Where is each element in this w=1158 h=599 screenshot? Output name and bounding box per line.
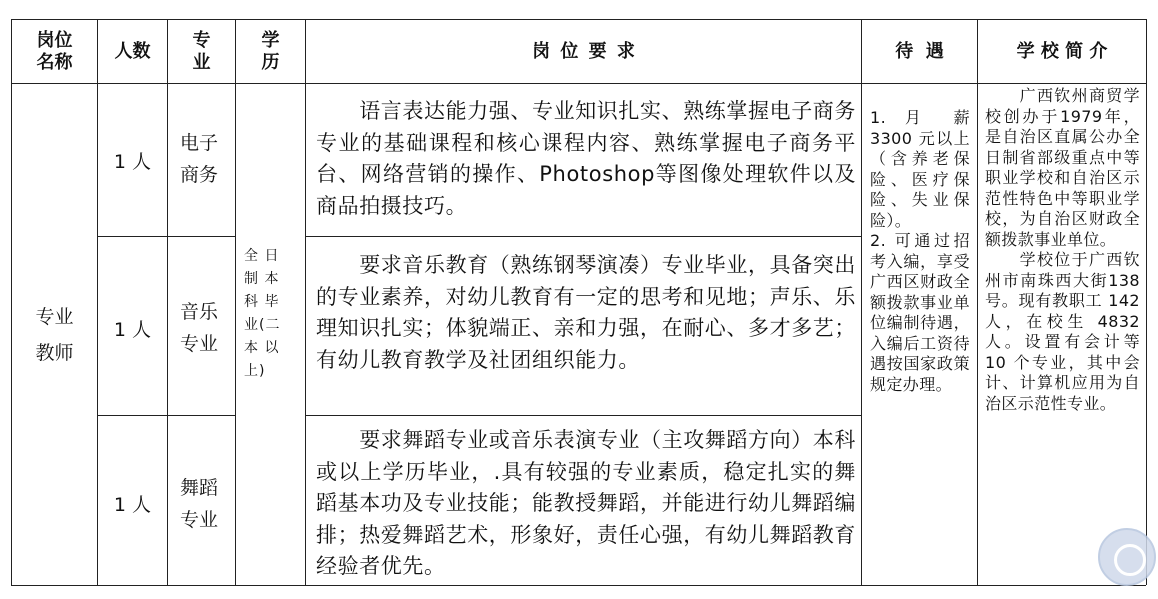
header-benefits: 待 遇 <box>895 40 944 62</box>
row-divider-2a <box>97 415 235 416</box>
col-line-5 <box>861 19 862 585</box>
header-divider <box>11 83 1146 84</box>
row-divider-1a <box>97 236 235 237</box>
row-2-major: 音乐 专业 <box>180 301 219 355</box>
position-cell <box>12 84 97 585</box>
row-2-count: 1 人 <box>113 319 152 341</box>
row-1-requirement: 语言表达能力强、专业知识扎实、熟练掌握电子商务专业的基础课程和核心课程内容、熟练掌握电子商务平台、网络营销的操作、Photoshop等图像处理软件以及商品拍摄技巧。 <box>316 99 856 218</box>
position-name: 专业 教师 <box>35 305 74 364</box>
header-education: 学 历 <box>261 29 280 73</box>
col-line-7 <box>1146 19 1147 585</box>
row-divider-2b <box>305 415 861 416</box>
watermark-seal-icon <box>1098 528 1156 586</box>
row-3-requirement: 要求舞蹈专业或音乐表演专业（主攻舞蹈方向）本科或以上学历毕业，.具有较强的专业素质，稳定扎实的舞蹈基本功及专业技能；能教授舞蹈，并能进行幼儿舞蹈编排；热爱舞蹈艺术，形象好，责任心强，有幼儿舞蹈教育经验者优先。 <box>316 428 856 578</box>
row-3-major: 舞蹈 专业 <box>180 477 219 531</box>
col-line-3 <box>235 19 236 585</box>
col-line-4 <box>305 19 306 585</box>
row-2-requirement: 要求音乐教育（熟练钢琴演凑）专业毕业，具备突出的专业素养，对幼儿教育有一定的思考和见地；声乐、乐理知识扎实；体貌端正、亲和力强，在耐心、多才多艺；有幼儿教育教学及社团组织能力。 <box>316 253 856 372</box>
header-major: 专 业 <box>192 29 211 73</box>
benefits-text: 1. 月 薪 3300 元以上（含养老保险、医疗保险、失业保险）。 2. 可通过招考入编，享受广西区财政全额拨款事业单位编制待遇，入编后工资待遇按国家政策规定办理。 <box>870 108 970 394</box>
col-line-6 <box>977 19 978 585</box>
header-position: 岗位 名称 <box>36 29 73 73</box>
table-border-bottom <box>11 585 1146 586</box>
row-1-count: 1 人 <box>113 151 152 173</box>
header-count: 人数 <box>114 40 151 62</box>
education-value: 全 日 制 本 科 毕 业(二 本 以 上) <box>244 248 281 379</box>
header-school: 学 校 简 介 <box>1016 40 1108 62</box>
school-intro-text: 广西钦州商贸学校创办于1979年，是自治区直属公办全日制省部级重点中等职业学校和自治区示范性特色中等职业学校，为自治区财政全额拨款事业单位。 学校位于广西钦州市南珠西大街138号。现有教职工 142 人，在校生 4832人。设置有会计等 10 个专业，其中会计、计算机应用为自治区示范性专业。 <box>985 86 1140 413</box>
row-divider-1b <box>305 236 861 237</box>
col-line-2 <box>167 19 168 585</box>
header-requirements: 岗 位 要 求 <box>532 40 635 62</box>
row-1-major: 电子 商务 <box>180 132 219 186</box>
row-3-count: 1 人 <box>113 494 152 516</box>
